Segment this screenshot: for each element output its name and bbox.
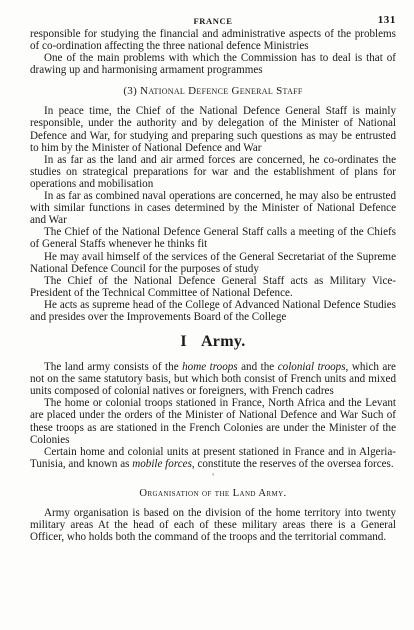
army-paragraph — [30, 361, 396, 397]
text-run: , constitute the reserves of the oversea forces. — [191, 457, 394, 470]
page-number: 131 — [377, 14, 396, 26]
army-heading-number: I — [180, 333, 187, 351]
section-paragraph: In as far as the land and air armed forces are concerned, he co-ordinates the studies on strategical preparations for war and the establishment of plans for operations and mobilisation — [30, 153, 396, 190]
section-paragraph: The Chief of the National Defence General Staff calls a meeting of the Chiefs of General Staffs whenever he thinks fit — [30, 226, 396, 251]
section-paragraph: In as far as combined naval operations are concerned, he may also be entrusted with similar functions in cases determined by the Minister of National Defence and War — [30, 190, 396, 227]
emphasis-home-troops: home troops — [182, 361, 238, 374]
running-title: FRANCE — [193, 16, 233, 26]
army-paragraph: The home or colonial troops stationed in France, North Africa and the Levant are placed under the orders of the Minister of National Defence and War Such of these troops as are stationed in the French Colonies are under the Minister of the Colonies — [30, 397, 396, 446]
section-paragraph: The Chief of the National Defence General Staff acts as Military Vice-President of the Technical Committee of National Defence. — [30, 274, 396, 299]
emphasis-mobile-forces: mobile forces — [132, 457, 192, 470]
organisation-heading: Organisation of the Land Army. — [139, 487, 287, 499]
text-run: Certain home and colonial units at present stationed in France and in Algeria-Tunisia, and known as — [30, 445, 396, 470]
print-mark: ' — [212, 471, 214, 482]
text-run: and the — [237, 361, 278, 374]
text-run: The land army consists of the — [44, 361, 183, 374]
text-run: , which are not on the same statutory basis, but which both consist of French units and mixed units composed of colonial natives or foreigners, with French cadres — [30, 361, 396, 398]
section-heading: (3) National Defence General Staff — [123, 85, 303, 98]
army-paragraph — [30, 446, 396, 470]
organisation-paragraph: Army organisation is based on the division of the home territory into twenty military areas At the head of each of these military areas there is a General Officer, who holds both the command of the troops and the territorial command. — [30, 506, 396, 544]
running-header — [30, 14, 396, 28]
army-heading — [30, 333, 396, 351]
emphasis-colonial-troops: colonial troops — [277, 361, 346, 374]
section-paragraph: In peace time, the Chief of the National Defence General Staff is mainly responsible, under the authority and by delegation of the Minister of National Defence and War, for studying and preparing such questions as may be entrusted to him by the Minister of National Defence and War — [30, 105, 396, 154]
section-paragraph: He acts as supreme head of the College of Advanced National Defence Studies and presides over the Improvements Board of the College — [30, 298, 396, 323]
intro-paragraph: responsible for studying the financial and administrative aspects of the problems of co-ordination affecting the three national defence Ministries — [30, 28, 396, 53]
section-paragraph: He may avail himself of the services of the General Secretariat of the Supreme National Defence Council for the purposes of study — [30, 250, 396, 275]
intro-paragraph: One of the main problems with which the Commission has to deal is that of drawing up and harmonising armament programmes — [30, 52, 396, 77]
army-heading-title: Army. — [200, 333, 246, 351]
